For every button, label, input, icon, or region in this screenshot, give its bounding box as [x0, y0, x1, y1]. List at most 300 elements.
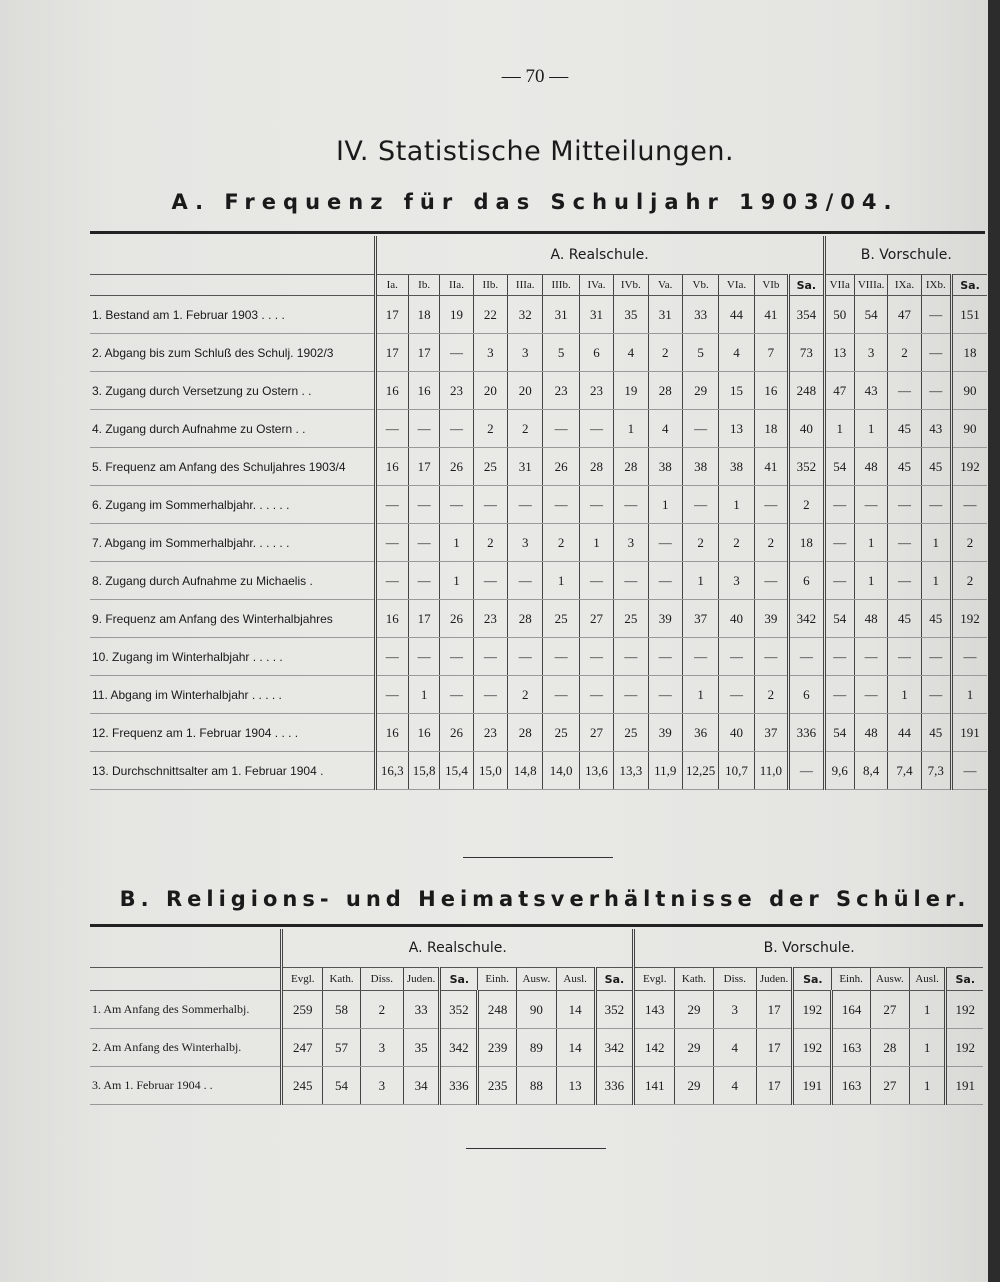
table-cell: 29: [675, 1067, 714, 1105]
table-cell: 5: [682, 334, 718, 372]
table-cell: 40: [719, 714, 754, 752]
row-label: 9. Frequenz am Anfang des Winterhalbjahres: [90, 600, 375, 638]
table-cell: 17: [375, 334, 408, 372]
group-realschule: A. Realschule.: [375, 236, 824, 275]
table-cell: 17: [408, 600, 439, 638]
table-cell: 1: [682, 676, 718, 714]
row-label: 8. Zugang durch Aufnahme zu Michaelis .: [90, 562, 375, 600]
column-header: Sa.: [440, 968, 478, 991]
table-cell: 28: [508, 714, 543, 752]
column-header: Ib.: [408, 275, 439, 296]
table-cell: —: [408, 486, 439, 524]
column-header: Sa.: [946, 968, 983, 991]
table-cell: 3: [473, 334, 507, 372]
table-cell: 18: [951, 334, 987, 372]
table-row: [90, 448, 987, 486]
table-cell: 39: [648, 714, 682, 752]
column-header: IXa.: [888, 275, 921, 296]
table-cell: —: [440, 676, 473, 714]
table-cell: 192: [946, 1029, 983, 1067]
row-label: 12. Frequenz am 1. Februar 1904 . . . .: [90, 714, 375, 752]
table-cell: —: [951, 752, 987, 790]
column-header: Evgl.: [282, 968, 323, 991]
table-cell: 32: [508, 296, 543, 334]
table-row: [90, 1029, 983, 1067]
table-cell: 2: [951, 562, 987, 600]
column-header: Ausl.: [556, 968, 595, 991]
table-cell: 141: [634, 1067, 675, 1105]
table-cell: 20: [473, 372, 507, 410]
table-cell: 25: [543, 714, 579, 752]
table-cell: —: [543, 486, 579, 524]
table-cell: —: [375, 676, 408, 714]
table-cell: 45: [921, 600, 951, 638]
table-cell: 29: [675, 991, 714, 1029]
column-header: IVb.: [614, 275, 648, 296]
table-cell: 2: [754, 524, 788, 562]
table-cell: 90: [951, 372, 987, 410]
table-cell: 3: [719, 562, 754, 600]
column-header: Sa.: [595, 968, 634, 991]
table-cell: 247: [282, 1029, 323, 1067]
table-cell: —: [888, 486, 921, 524]
table-cell: —: [473, 486, 507, 524]
table-cell: 18: [789, 524, 825, 562]
column-header: VIb: [754, 275, 788, 296]
table-cell: 48: [854, 714, 887, 752]
table-a-corner: [90, 236, 375, 275]
table-cell: 151: [951, 296, 987, 334]
table-cell: 342: [789, 600, 825, 638]
column-header: Sa.: [951, 275, 987, 296]
table-cell: —: [614, 676, 648, 714]
table-cell: 9,6: [824, 752, 854, 790]
row-label: 1. Am Anfang des Sommerhalbj.: [90, 991, 282, 1029]
table-cell: 54: [824, 448, 854, 486]
table-cell: —: [921, 676, 951, 714]
table-cell: 2: [951, 524, 987, 562]
table-cell: —: [473, 562, 507, 600]
table-cell: 13: [824, 334, 854, 372]
table-cell: 12,25: [682, 752, 718, 790]
table-cell: —: [614, 486, 648, 524]
table-cell: —: [408, 638, 439, 676]
table-cell: 16: [754, 372, 788, 410]
table-cell: —: [579, 562, 613, 600]
table-cell: 89: [516, 1029, 556, 1067]
table-cell: 13: [556, 1067, 595, 1105]
table-cell: 2: [473, 524, 507, 562]
table-cell: —: [789, 638, 825, 676]
table-cell: 3: [360, 1067, 403, 1105]
table-cell: —: [440, 334, 473, 372]
table-cell: 19: [614, 372, 648, 410]
table-cell: 54: [824, 714, 854, 752]
table-cell: 163: [832, 1029, 871, 1067]
table-cell: 26: [543, 448, 579, 486]
table-cell: 1: [824, 410, 854, 448]
column-header: Kath.: [675, 968, 714, 991]
table-cell: 4: [713, 1067, 756, 1105]
table-cell: 43: [854, 372, 887, 410]
table-cell: 38: [648, 448, 682, 486]
page-number: — 70 —: [501, 66, 569, 87]
table-cell: 192: [793, 991, 832, 1029]
table-cell: 1: [543, 562, 579, 600]
table-cell: 11,0: [754, 752, 788, 790]
table-cell: 10,7: [719, 752, 754, 790]
table-cell: 245: [282, 1067, 323, 1105]
table-cell: —: [854, 638, 887, 676]
table-a-top-rule: [90, 231, 985, 234]
table-b-top-rule: [90, 924, 983, 927]
table-cell: 27: [870, 991, 909, 1029]
table-row: [90, 600, 987, 638]
table-cell: 43: [921, 410, 951, 448]
table-cell: —: [473, 676, 507, 714]
table-cell: —: [754, 486, 788, 524]
row-label: 3. Zugang durch Versetzung zu Ostern . .: [90, 372, 375, 410]
table-cell: 27: [579, 600, 613, 638]
table-cell: 38: [682, 448, 718, 486]
table-cell: 336: [595, 1067, 634, 1105]
table-cell: 248: [789, 372, 825, 410]
table-cell: 14: [556, 1029, 595, 1067]
table-cell: 44: [719, 296, 754, 334]
table-cell: 1: [951, 676, 987, 714]
table-cell: —: [579, 638, 613, 676]
table-cell: 54: [824, 600, 854, 638]
column-header: Vb.: [682, 275, 718, 296]
table-cell: 16: [408, 372, 439, 410]
table-cell: 164: [832, 991, 871, 1029]
section-title: IV. Statistische Mitteilungen.: [335, 136, 735, 167]
table-cell: 18: [408, 296, 439, 334]
table-cell: —: [543, 410, 579, 448]
table-cell: 16: [375, 448, 408, 486]
table-cell: 1: [440, 524, 473, 562]
table-cell: 1: [921, 562, 951, 600]
table-cell: 26: [440, 448, 473, 486]
table-cell: 1: [909, 1029, 946, 1067]
column-header: IVa.: [579, 275, 613, 296]
table-cell: —: [440, 638, 473, 676]
column-header: Va.: [648, 275, 682, 296]
table-cell: 3: [854, 334, 887, 372]
table-cell: 7,4: [888, 752, 921, 790]
table-cell: —: [719, 638, 754, 676]
table-row: [90, 752, 987, 790]
column-header: Kath.: [323, 968, 361, 991]
table-cell: 7,3: [921, 752, 951, 790]
table-cell: 40: [719, 600, 754, 638]
table-cell: 48: [854, 448, 887, 486]
column-header: Sa.: [789, 275, 825, 296]
table-cell: 39: [648, 600, 682, 638]
table-cell: 16: [375, 600, 408, 638]
table-cell: 248: [478, 991, 517, 1029]
table-cell: 142: [634, 1029, 675, 1067]
table-cell: 1: [888, 676, 921, 714]
table-cell: 27: [579, 714, 613, 752]
table-cell: 2: [789, 486, 825, 524]
table-cell: 6: [789, 676, 825, 714]
table-cell: —: [921, 372, 951, 410]
table-cell: —: [375, 410, 408, 448]
table-cell: 35: [614, 296, 648, 334]
table-cell: 1: [408, 676, 439, 714]
table-cell: 25: [543, 600, 579, 638]
table-cell: —: [648, 676, 682, 714]
table-cell: 11,9: [648, 752, 682, 790]
table-cell: —: [921, 638, 951, 676]
table-cell: 6: [579, 334, 613, 372]
row-label: 7. Abgang im Sommerhalbjahr. . . . . .: [90, 524, 375, 562]
table-cell: —: [888, 562, 921, 600]
table-cell: 45: [888, 410, 921, 448]
table-cell: —: [951, 486, 987, 524]
column-header: Ausw.: [516, 968, 556, 991]
table-cell: 27: [870, 1067, 909, 1105]
table-row: [90, 486, 987, 524]
table-cell: —: [921, 296, 951, 334]
table-cell: 2: [719, 524, 754, 562]
table-cell: 3: [508, 334, 543, 372]
table-cell: 15,4: [440, 752, 473, 790]
table-cell: —: [508, 486, 543, 524]
table-cell: 48: [854, 600, 887, 638]
table-cell: —: [921, 486, 951, 524]
table-cell: —: [888, 638, 921, 676]
table-cell: 47: [824, 372, 854, 410]
table-cell: 25: [614, 714, 648, 752]
table-cell: 17: [375, 296, 408, 334]
column-header: Juden.: [756, 968, 793, 991]
table-cell: 2: [754, 676, 788, 714]
table-cell: 90: [951, 410, 987, 448]
table-cell: —: [854, 676, 887, 714]
table-cell: 41: [754, 296, 788, 334]
table-cell: 1: [648, 486, 682, 524]
table-cell: 23: [579, 372, 613, 410]
table-cell: —: [824, 486, 854, 524]
table-cell: 342: [595, 1029, 634, 1067]
table-row: [90, 334, 987, 372]
row-label: 4. Zugang durch Aufnahme zu Ostern . .: [90, 410, 375, 448]
table-cell: 4: [719, 334, 754, 372]
table-cell: 33: [403, 991, 440, 1029]
bottom-separator-rule: [466, 1148, 606, 1149]
table-cell: —: [754, 638, 788, 676]
row-label: 5. Frequenz am Anfang des Schuljahres 1903/4: [90, 448, 375, 486]
row-label: 3. Am 1. Februar 1904 . .: [90, 1067, 282, 1105]
table-cell: 2: [888, 334, 921, 372]
table-cell: —: [408, 562, 439, 600]
table-cell: 50: [824, 296, 854, 334]
column-header: Einh.: [832, 968, 871, 991]
table-cell: —: [719, 676, 754, 714]
table-cell: 45: [888, 600, 921, 638]
table-cell: 342: [440, 1029, 478, 1067]
table-cell: 1: [614, 410, 648, 448]
table-cell: 16: [408, 714, 439, 752]
row-label: 6. Zugang im Sommerhalbjahr. . . . . .: [90, 486, 375, 524]
table-cell: 25: [614, 600, 648, 638]
table-cell: 28: [614, 448, 648, 486]
column-header: IXb.: [921, 275, 951, 296]
table-row: [90, 638, 987, 676]
table-cell: 5: [543, 334, 579, 372]
table-cell: 54: [854, 296, 887, 334]
table-cell: —: [543, 638, 579, 676]
table-cell: 352: [595, 991, 634, 1029]
table-cell: 37: [754, 714, 788, 752]
table-cell: 1: [854, 562, 887, 600]
table-cell: 163: [832, 1067, 871, 1105]
table-cell: 259: [282, 991, 323, 1029]
table-cell: —: [648, 638, 682, 676]
table-cell: 13: [719, 410, 754, 448]
table-cell: 44: [888, 714, 921, 752]
table-cell: 3: [508, 524, 543, 562]
table-cell: 40: [789, 410, 825, 448]
table-row: [90, 410, 987, 448]
table-row: [90, 562, 987, 600]
table-row: [90, 1067, 983, 1105]
table-row: [90, 296, 987, 334]
table-cell: —: [375, 486, 408, 524]
separator-rule: [463, 857, 613, 858]
table-cell: 31: [648, 296, 682, 334]
table-cell: 1: [921, 524, 951, 562]
table-cell: —: [824, 562, 854, 600]
table-cell: 1: [854, 410, 887, 448]
table-cell: 13,6: [579, 752, 613, 790]
table-cell: —: [408, 410, 439, 448]
row-label: 10. Zugang im Winterhalbjahr . . . . .: [90, 638, 375, 676]
table-cell: —: [440, 410, 473, 448]
table-cell: 41: [754, 448, 788, 486]
table-cell: 29: [682, 372, 718, 410]
table-cell: 2: [543, 524, 579, 562]
table-a-header-label: [90, 275, 375, 296]
table-cell: 1: [682, 562, 718, 600]
table-cell: 6: [789, 562, 825, 600]
table-cell: 15,8: [408, 752, 439, 790]
religion-table: [90, 929, 983, 1105]
table-row: [90, 524, 987, 562]
table-b-header-label: [90, 968, 282, 991]
table-cell: 16: [375, 372, 408, 410]
column-header: Ausw.: [870, 968, 909, 991]
table-cell: 31: [543, 296, 579, 334]
table-cell: 1: [579, 524, 613, 562]
table-cell: 239: [478, 1029, 517, 1067]
column-header: Juden.: [403, 968, 440, 991]
table-cell: 28: [870, 1029, 909, 1067]
column-header: Evgl.: [634, 968, 675, 991]
table-cell: 235: [478, 1067, 517, 1105]
table-cell: 23: [543, 372, 579, 410]
column-header: Einh.: [478, 968, 517, 991]
table-cell: 25: [473, 448, 507, 486]
frequency-table: [90, 236, 987, 790]
table-cell: 14,8: [508, 752, 543, 790]
table-cell: —: [508, 562, 543, 600]
table-cell: 54: [323, 1067, 361, 1105]
column-header: VIIa: [824, 275, 854, 296]
table-cell: 16,3: [375, 752, 408, 790]
table-cell: 17: [756, 1029, 793, 1067]
table-cell: 7: [754, 334, 788, 372]
table-cell: 47: [888, 296, 921, 334]
table-b-corner: [90, 929, 282, 968]
table-cell: —: [579, 410, 613, 448]
table-cell: —: [854, 486, 887, 524]
table-cell: 35: [403, 1029, 440, 1067]
table-cell: 1: [440, 562, 473, 600]
column-header: VIa.: [719, 275, 754, 296]
table-cell: 8,4: [854, 752, 887, 790]
table-cell: 192: [946, 991, 983, 1029]
column-header: Ia.: [375, 275, 408, 296]
table-cell: —: [682, 410, 718, 448]
table-cell: 39: [754, 600, 788, 638]
table-cell: —: [921, 334, 951, 372]
table-cell: 22: [473, 296, 507, 334]
table-cell: 16: [375, 714, 408, 752]
table-cell: 33: [682, 296, 718, 334]
table-row: [90, 372, 987, 410]
table-cell: 3: [614, 524, 648, 562]
table-cell: 1: [909, 991, 946, 1029]
table-cell: 18: [754, 410, 788, 448]
table-cell: 34: [403, 1067, 440, 1105]
table-cell: —: [440, 486, 473, 524]
table-cell: 13,3: [614, 752, 648, 790]
row-label: 2. Am Anfang des Winterhalbj.: [90, 1029, 282, 1067]
table-cell: 352: [440, 991, 478, 1029]
table-cell: —: [579, 676, 613, 714]
row-label: 11. Abgang im Winterhalbjahr . . . . .: [90, 676, 375, 714]
table-cell: 191: [793, 1067, 832, 1105]
row-label: 1. Bestand am 1. Februar 1903 . . . .: [90, 296, 375, 334]
column-header: IIIb.: [543, 275, 579, 296]
table-cell: —: [648, 562, 682, 600]
table-cell: 2: [648, 334, 682, 372]
table-cell: 58: [323, 991, 361, 1029]
table-cell: 1: [909, 1067, 946, 1105]
table-cell: 45: [921, 448, 951, 486]
row-label: 13. Durchschnittsalter am 1. Februar 1904 .: [90, 752, 375, 790]
table-cell: 191: [946, 1067, 983, 1105]
table-cell: 336: [440, 1067, 478, 1105]
table-row: [90, 991, 983, 1029]
table-cell: 14,0: [543, 752, 579, 790]
table-cell: 4: [648, 410, 682, 448]
table-cell: —: [375, 562, 408, 600]
table-cell: 38: [719, 448, 754, 486]
column-header: Diss.: [713, 968, 756, 991]
table-cell: 3: [713, 991, 756, 1029]
table-cell: —: [375, 638, 408, 676]
table-cell: —: [473, 638, 507, 676]
table-cell: —: [824, 524, 854, 562]
table-cell: 57: [323, 1029, 361, 1067]
table-cell: —: [508, 638, 543, 676]
table-cell: 15,0: [473, 752, 507, 790]
table-cell: 45: [888, 448, 921, 486]
